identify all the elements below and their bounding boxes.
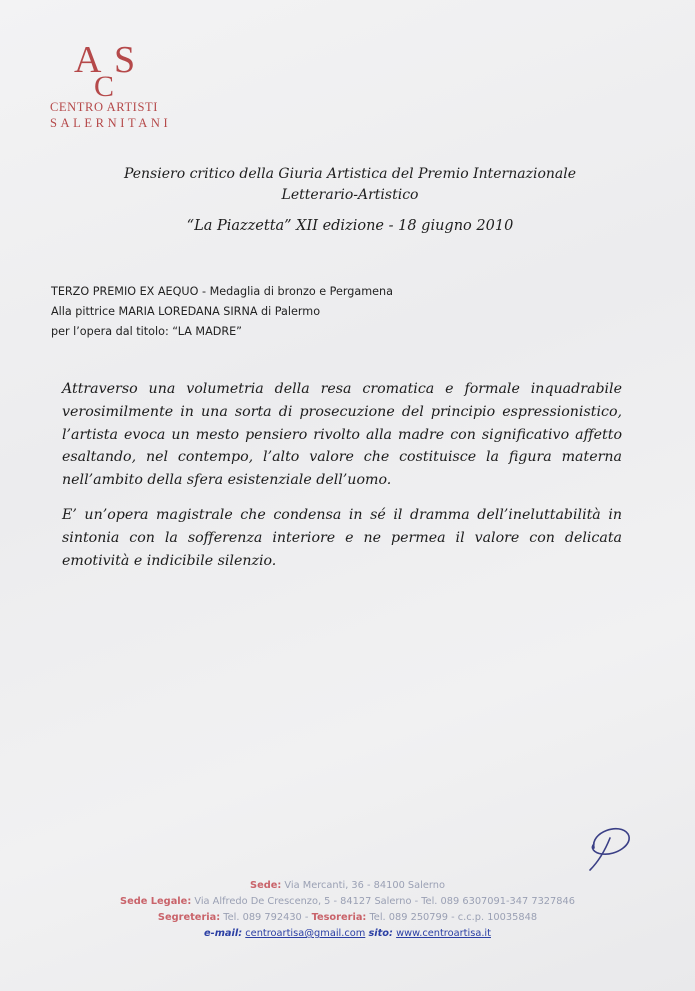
award-prize: TERZO PREMIO EX AEQUO - Medaglia di bronzo e Pergamena [51, 285, 393, 298]
footer-sede [0, 880, 695, 891]
footer-sede-value: Via Mercanti, 36 - 84100 Salerno [281, 880, 445, 891]
logo-text-salernitani: SALERNITANI [50, 116, 172, 130]
critique-paragraph-2: E’ un’opera magistrale che condensa in sé il dramma dell’ineluttabilità in sintonia con la sofferenza interiore e ne permea il valore con delicata emotività e indicibile silenzio. [62, 507, 622, 569]
critique-paragraph-1: Attraverso una volumetria della resa cromatica e formale inquadrabile verosimilmente in una sorta di prosecuzione del principio espressionistico, l’artista evoca un mesto pensiero rivolto alla madre con significativo affetto esaltando, nel contempo, l’alto valore che costituisce la figura materna nell’ambito della sfera esistenziale dell’uomo. [62, 381, 622, 489]
heading-edition: “La Piazzetta” XII edizione - 18 giugno 2010 [186, 218, 514, 234]
footer-tesoreria-label: Tesoreria: [311, 912, 367, 923]
handwritten-signature [580, 818, 636, 874]
heading-line-2: Letterario-Artistico [281, 187, 419, 203]
footer-website-link[interactable]: www.centroartisa.it [396, 928, 491, 939]
footer-legale-value: Via Alfredo De Crescenzo, 5 - 84127 Salerno - Tel. 089 6307091-347 7327846 [191, 896, 575, 907]
footer-email-label: e-mail: [203, 928, 243, 939]
footer-sito-label: sito: [368, 928, 393, 939]
footer-legale-label: Sede Legale: [120, 896, 192, 907]
footer-contacts [0, 928, 695, 939]
logo [44, 36, 174, 136]
heading-line-1: Pensiero critico della Giuria Artistica del Premio Internazionale [123, 166, 577, 182]
footer-sede-legale [0, 896, 695, 907]
award-work-title: per l’opera dal titolo: “LA MADRE” [51, 325, 242, 338]
logo-text-centro-artisti: CENTRO ARTISTI [50, 100, 158, 114]
award-artist: Alla pittrice MARIA LOREDANA SIRNA di Palermo [51, 305, 321, 318]
asc-logo-mark [72, 36, 152, 102]
svg-text:A: A [74, 39, 102, 81]
footer-segreteria-label: Segreteria: [157, 912, 221, 923]
svg-text:C: C [94, 70, 115, 102]
svg-text:S: S [114, 39, 136, 81]
footer-tesoreria-value: Tel. 089 250799 - c.c.p. 10035848 [366, 912, 538, 923]
footer-email-link[interactable]: centroartisa@gmail.com [245, 928, 366, 939]
footer-segreteria [0, 912, 695, 923]
footer-sede-label: Sede: [250, 880, 282, 891]
footer-segreteria-value: Tel. 089 792430 - [220, 912, 312, 923]
